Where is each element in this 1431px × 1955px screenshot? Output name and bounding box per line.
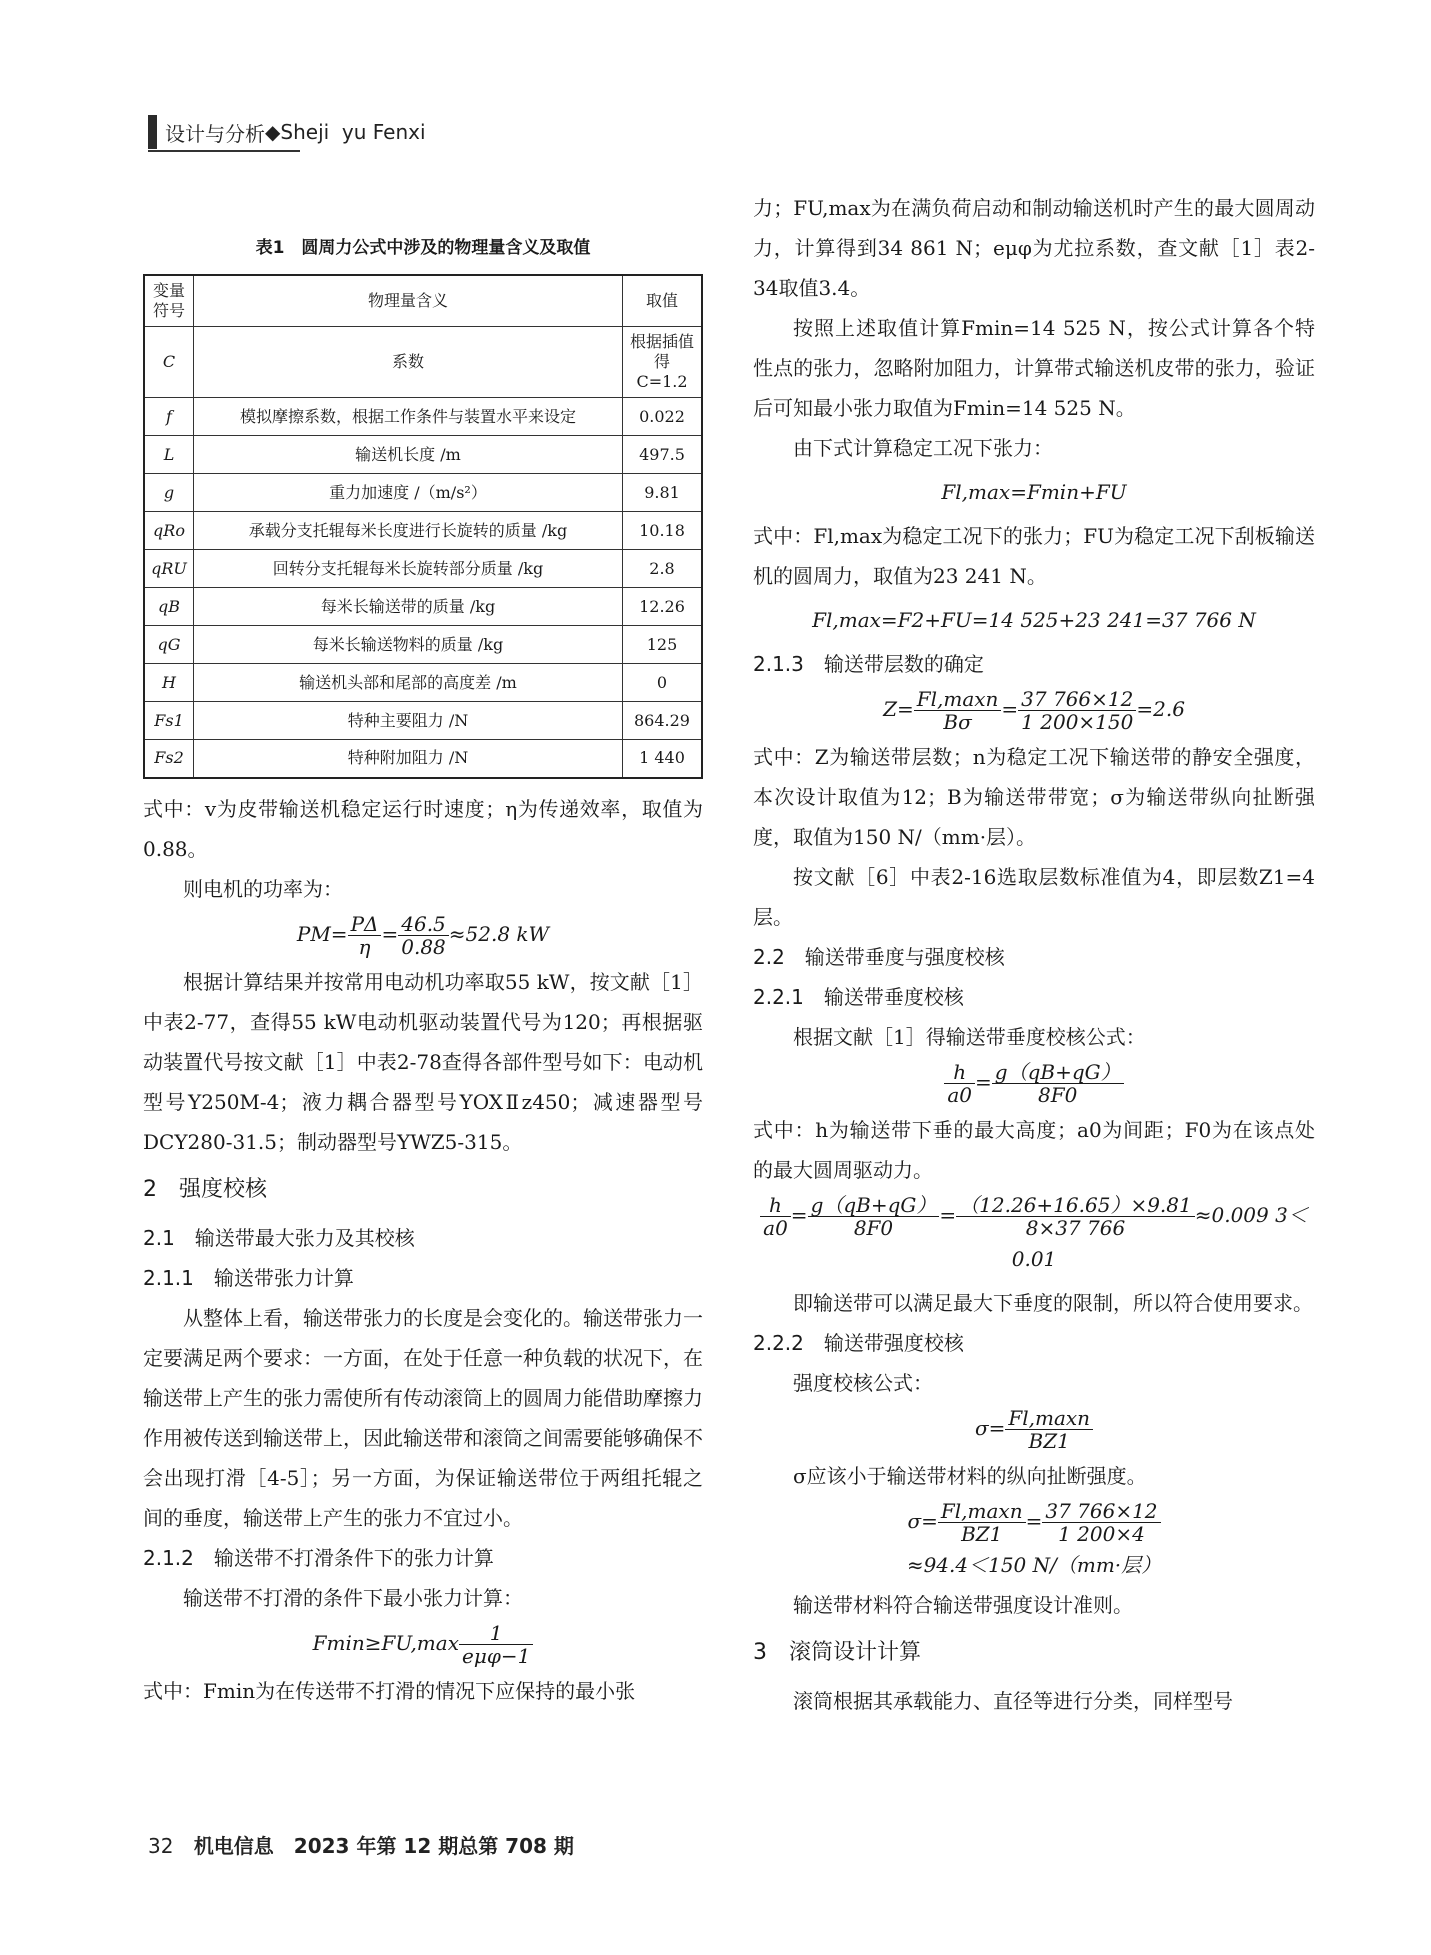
eq-term: Z= — [883, 697, 914, 721]
paragraph: 式中：v为皮带输送机稳定运行时速度；η为传递效率，取值为0.88。 — [143, 796, 703, 861]
table-row — [144, 740, 702, 778]
equation-layers: Z= $\frac{Fl,\max n}{B\sigma}$ = $\frac{37 766\times 12}{1 200\times 150}$ =2.6 — [883, 687, 1185, 734]
denominator: BZ1 — [961, 1522, 1003, 1546]
paragraph: 由下式计算稳定工况下张力： — [793, 436, 1053, 460]
table-header: 物理量含义 — [194, 275, 623, 327]
table-cell: qG — [144, 626, 194, 664]
table-cell: Fs1 — [144, 702, 194, 740]
table-header: 变量符号 — [144, 275, 194, 327]
table-row — [144, 626, 702, 664]
subsubsection-heading: 2.1.3 输送带层数的确定 — [753, 652, 984, 676]
table1 — [143, 274, 703, 779]
denominator: 0.88 — [401, 934, 446, 959]
denominator: 8×37 766 — [1025, 1216, 1126, 1240]
table-cell: 864.29 — [623, 702, 703, 740]
numerator: 46.5 — [398, 913, 449, 936]
paragraph: 式中：h为输送带下垂的最大高度；a0为间距；F0为在该点处的最大圆周驱动力。 — [753, 1118, 1315, 1182]
paragraph: 强度校核公式： — [793, 1371, 933, 1395]
paragraph: 则电机的功率为： — [183, 876, 343, 901]
table-cell: 回转分支托辊每米长旋转部分质量 /kg — [194, 550, 623, 588]
eq-term: = — [381, 921, 399, 946]
table1-body — [144, 327, 702, 778]
paragraph: 式中：Z为输送带层数；n为稳定工况下输送带的静安全强度，本次设计取值为12；B为输送带带宽；σ为输送带纵向扯断强度，取值为150 N/（mm·层）。 — [753, 745, 1315, 849]
eq-term: σ= — [974, 1416, 1006, 1440]
paragraph: 按文献［6］中表2-16选取层数标准值为4，即层数Z1=4层。 — [753, 865, 1315, 929]
fraction — [760, 1194, 791, 1239]
numerator: h — [944, 1061, 975, 1084]
numerator: 37 766×12 — [1042, 1500, 1160, 1523]
table-cell: qB — [144, 588, 194, 626]
numerator: （12.26+16.65）×9.81 — [956, 1194, 1195, 1217]
table-cell: qRU — [144, 550, 194, 588]
paragraph: 式中：Fmin为在传送带不打滑的情况下应保持的最小张 — [143, 1678, 636, 1703]
denominator: a0 — [763, 1216, 788, 1240]
running-header — [148, 112, 426, 152]
table-cell: 1 440 — [623, 740, 703, 778]
paragraph: 力；FU,max为在满负荷启动和制动输送机时产生的最大圆周动力，计算得到34 861 N；eμφ为尤拉系数，查文献［1］表2-34取值3.4。 — [753, 196, 1315, 300]
header-rule — [148, 150, 300, 152]
fraction — [459, 1622, 533, 1667]
table-cell: 系数 — [194, 327, 623, 398]
table-cell: 10.18 — [623, 512, 703, 550]
table-row — [144, 702, 702, 740]
table-cell: 2.8 — [623, 550, 703, 588]
subsubsection-heading: 2.2.1 输送带垂度校核 — [753, 985, 964, 1009]
subsubsection-heading: 2.2.2 输送带强度校核 — [753, 1331, 964, 1355]
denominator: BZ1 — [1028, 1429, 1070, 1453]
table-cell: qRo — [144, 512, 194, 550]
equation-motor-power — [143, 913, 703, 958]
equation-steady-tension-value: Fl,max=F2+FU=14 525+23 241=37 766 N — [812, 608, 1256, 632]
table-cell: g — [144, 474, 194, 512]
numerator: Fl,maxn — [1005, 1407, 1093, 1430]
denominator: 8F0 — [853, 1216, 894, 1240]
eq-term: σ= — [907, 1509, 938, 1533]
table-cell: 承载分支托辊每米长度进行长旋转的质量 /kg — [194, 512, 623, 550]
header-diamond: ◆ — [265, 120, 281, 144]
numerator: Fl,maxn — [914, 688, 1002, 711]
page-footer — [148, 1830, 574, 1859]
fraction — [348, 913, 382, 958]
paragraph: 滚筒根据其承载能力、直径等进行分类，同样型号 — [793, 1689, 1233, 1713]
paragraph: 即输送带可以满足最大下垂度的限制，所以符合使用要求。 — [793, 1291, 1313, 1315]
fraction — [808, 1194, 940, 1239]
subsubsection-heading: 2.1.1 输送带张力计算 — [143, 1265, 354, 1290]
table-cell: 输送机长度 /m — [194, 436, 623, 474]
table-row — [144, 398, 702, 436]
equation-sag-formula: $\frac{h}{a0}$ = $\frac{g(qB+qG)}{8F0}$ — [753, 1061, 1315, 1106]
subsection-heading: 2.1 输送带最大张力及其校核 — [143, 1225, 415, 1250]
denominator: eμφ−1 — [461, 1643, 531, 1668]
table1-title: 表1 圆周力公式中涉及的物理量含义及取值 — [255, 238, 591, 258]
denominator: η — [358, 934, 371, 959]
table-cell: 497.5 — [623, 436, 703, 474]
paragraph: 根据文献［1］得输送带垂度校核公式： — [793, 1025, 1146, 1049]
table-row — [144, 588, 702, 626]
fraction — [956, 1194, 1195, 1239]
eq-term: PM= — [296, 921, 348, 946]
fraction — [1018, 688, 1136, 733]
paragraph: 按照上述取值计算Fmin=14 525 N，按公式计算各个特性点的张力，忽略附加阻力，计算带式输送机皮带的张力，验证后可知最小张力取值为Fmin=14 525 N。 — [753, 316, 1315, 420]
table-header: 取值 — [623, 275, 703, 327]
paragraph: 根据计算结果并按常用电动机功率取55 kW，按文献［1］中表2-77，查得55 kW电动机驱动装置代号为120；再根据驱动装置代号按文献［1］中表2-78查得各部件型号如下：电动机型号Y250M-4；液力耦合器型号YOXⅡz450；减速器型号DCY280-31.5；制动器型号YWZ5-315。 — [143, 969, 703, 1154]
section-heading: 3 滚筒设计计算 — [753, 1640, 921, 1665]
equation-min-tension — [143, 1622, 703, 1667]
table-cell: 125 — [623, 626, 703, 664]
denominator: 1 200×4 — [1058, 1522, 1145, 1546]
header-bar — [148, 115, 157, 149]
equation-sag-value: $\frac{h}{a0}$ = $\frac{g(qB+qG)}{8F0}$ = $\frac{(12.26+16.65)\times 9.81}{8\times 37 766}$ ≈0.009 3＜0.01 — [753, 1194, 1315, 1279]
equation-strength-result: ≈94.4＜150 N/（mm·层） — [906, 1553, 1162, 1577]
eq-term: Fmin≥FU,max — [312, 1630, 459, 1655]
numerator: g（qB+qG） — [808, 1194, 940, 1217]
page-number: 32 — [148, 1834, 174, 1858]
eq-term: ≈0.009 3＜0.01 — [1011, 1203, 1308, 1271]
table-cell: 根据插值得 C=1.2 — [623, 327, 703, 398]
table-cell: 0 — [623, 664, 703, 702]
numerator: h — [760, 1194, 791, 1217]
table-cell: L — [144, 436, 194, 474]
table-cell: 每米长输送带的质量 /kg — [194, 588, 623, 626]
paragraph: 式中：Fl,max为稳定工况下的张力；FU为稳定工况下刮板输送机的圆周力，取值为23 241 N。 — [753, 524, 1315, 588]
fraction — [938, 1500, 1026, 1545]
table-row — [144, 512, 702, 550]
denominator: 8F0 — [1038, 1083, 1078, 1107]
equation-steady-tension: Fl,max=Fmin+FU — [941, 480, 1127, 504]
numerator: 1 — [459, 1622, 533, 1645]
header-section-cn: 设计与分析 — [165, 121, 265, 146]
paragraph: 输送带不打滑的条件下最小张力计算： — [183, 1585, 523, 1610]
numerator: 37 766×12 — [1018, 688, 1136, 711]
table-cell: 特种附加阻力 /N — [194, 740, 623, 778]
paragraph: 输送带材料符合输送带强度设计准则。 — [793, 1593, 1133, 1617]
denominator: 1 200×150 — [1021, 710, 1134, 734]
denominator: Bσ — [943, 710, 972, 734]
eq-term: =2.6 — [1136, 697, 1185, 721]
table-cell: 重力加速度 /（m/s²） — [194, 474, 623, 512]
subsection-heading: 2.2 输送带垂度与强度校核 — [753, 945, 1005, 969]
fraction — [944, 1061, 975, 1106]
journal-info: 机电信息 2023 年第 12 期总第 708 期 — [193, 1834, 574, 1858]
table-row — [144, 436, 702, 474]
eq-term: ≈52.8 kW — [448, 921, 550, 946]
section-heading: 2 强度校核 — [143, 1176, 267, 1202]
paragraph: σ应该小于输送带材料的纵向扯断强度。 — [793, 1464, 1147, 1488]
fraction — [1042, 1500, 1160, 1545]
equation-strength-formula — [753, 1407, 1315, 1452]
header-section-en: Sheji yu Fenxi — [280, 120, 426, 144]
numerator: PΔ — [348, 913, 382, 936]
table-cell: C — [144, 327, 194, 398]
table-cell: Fs2 — [144, 740, 194, 778]
subsubsection-heading: 2.1.2 输送带不打滑条件下的张力计算 — [143, 1545, 494, 1570]
table-cell: 每米长输送物料的质量 /kg — [194, 626, 623, 664]
fraction — [398, 913, 449, 958]
fraction — [914, 688, 1002, 733]
table-row — [144, 474, 702, 512]
table-row — [144, 550, 702, 588]
numerator: Fl,maxn — [938, 1500, 1026, 1523]
table-cell: 12.26 — [623, 588, 703, 626]
paragraph: 从整体上看，输送带张力的长度是会变化的。输送带张力一定要满足两个要求：一方面，在处于任意一种负载的状况下，在输送带上产生的张力需使所有传动滚筒上的圆周力能借助摩擦力作用被传送到输送带上，因此输送带和滚筒之间需要能够确保不会出现打滑［4-5］；另一方面，为保证输送带位于两组托辊之间的垂度，输送带上产生的张力不宜过小。 — [143, 1305, 703, 1530]
table-cell: 0.022 — [623, 398, 703, 436]
table-cell: f — [144, 398, 194, 436]
fraction — [1005, 1407, 1093, 1452]
table-row — [144, 664, 702, 702]
table-row — [144, 327, 702, 398]
fraction — [992, 1061, 1124, 1106]
right-column — [753, 188, 1315, 1721]
left-column — [143, 230, 703, 1711]
table-cell: 输送机头部和尾部的高度差 /m — [194, 664, 623, 702]
table-cell: 模拟摩擦系数，根据工作条件与装置水平来设定 — [194, 398, 623, 436]
table-cell: H — [144, 664, 194, 702]
equation-strength-value: σ= $\frac{Fl,\max n}{BZ1}$ = $\frac{37 766\times 12}{1 200\times 4}$ — [753, 1500, 1315, 1545]
table-cell: 特种主要阻力 /N — [194, 702, 623, 740]
denominator: a0 — [947, 1083, 973, 1107]
numerator: g（qB+qG） — [992, 1061, 1124, 1084]
table-cell: 9.81 — [623, 474, 703, 512]
